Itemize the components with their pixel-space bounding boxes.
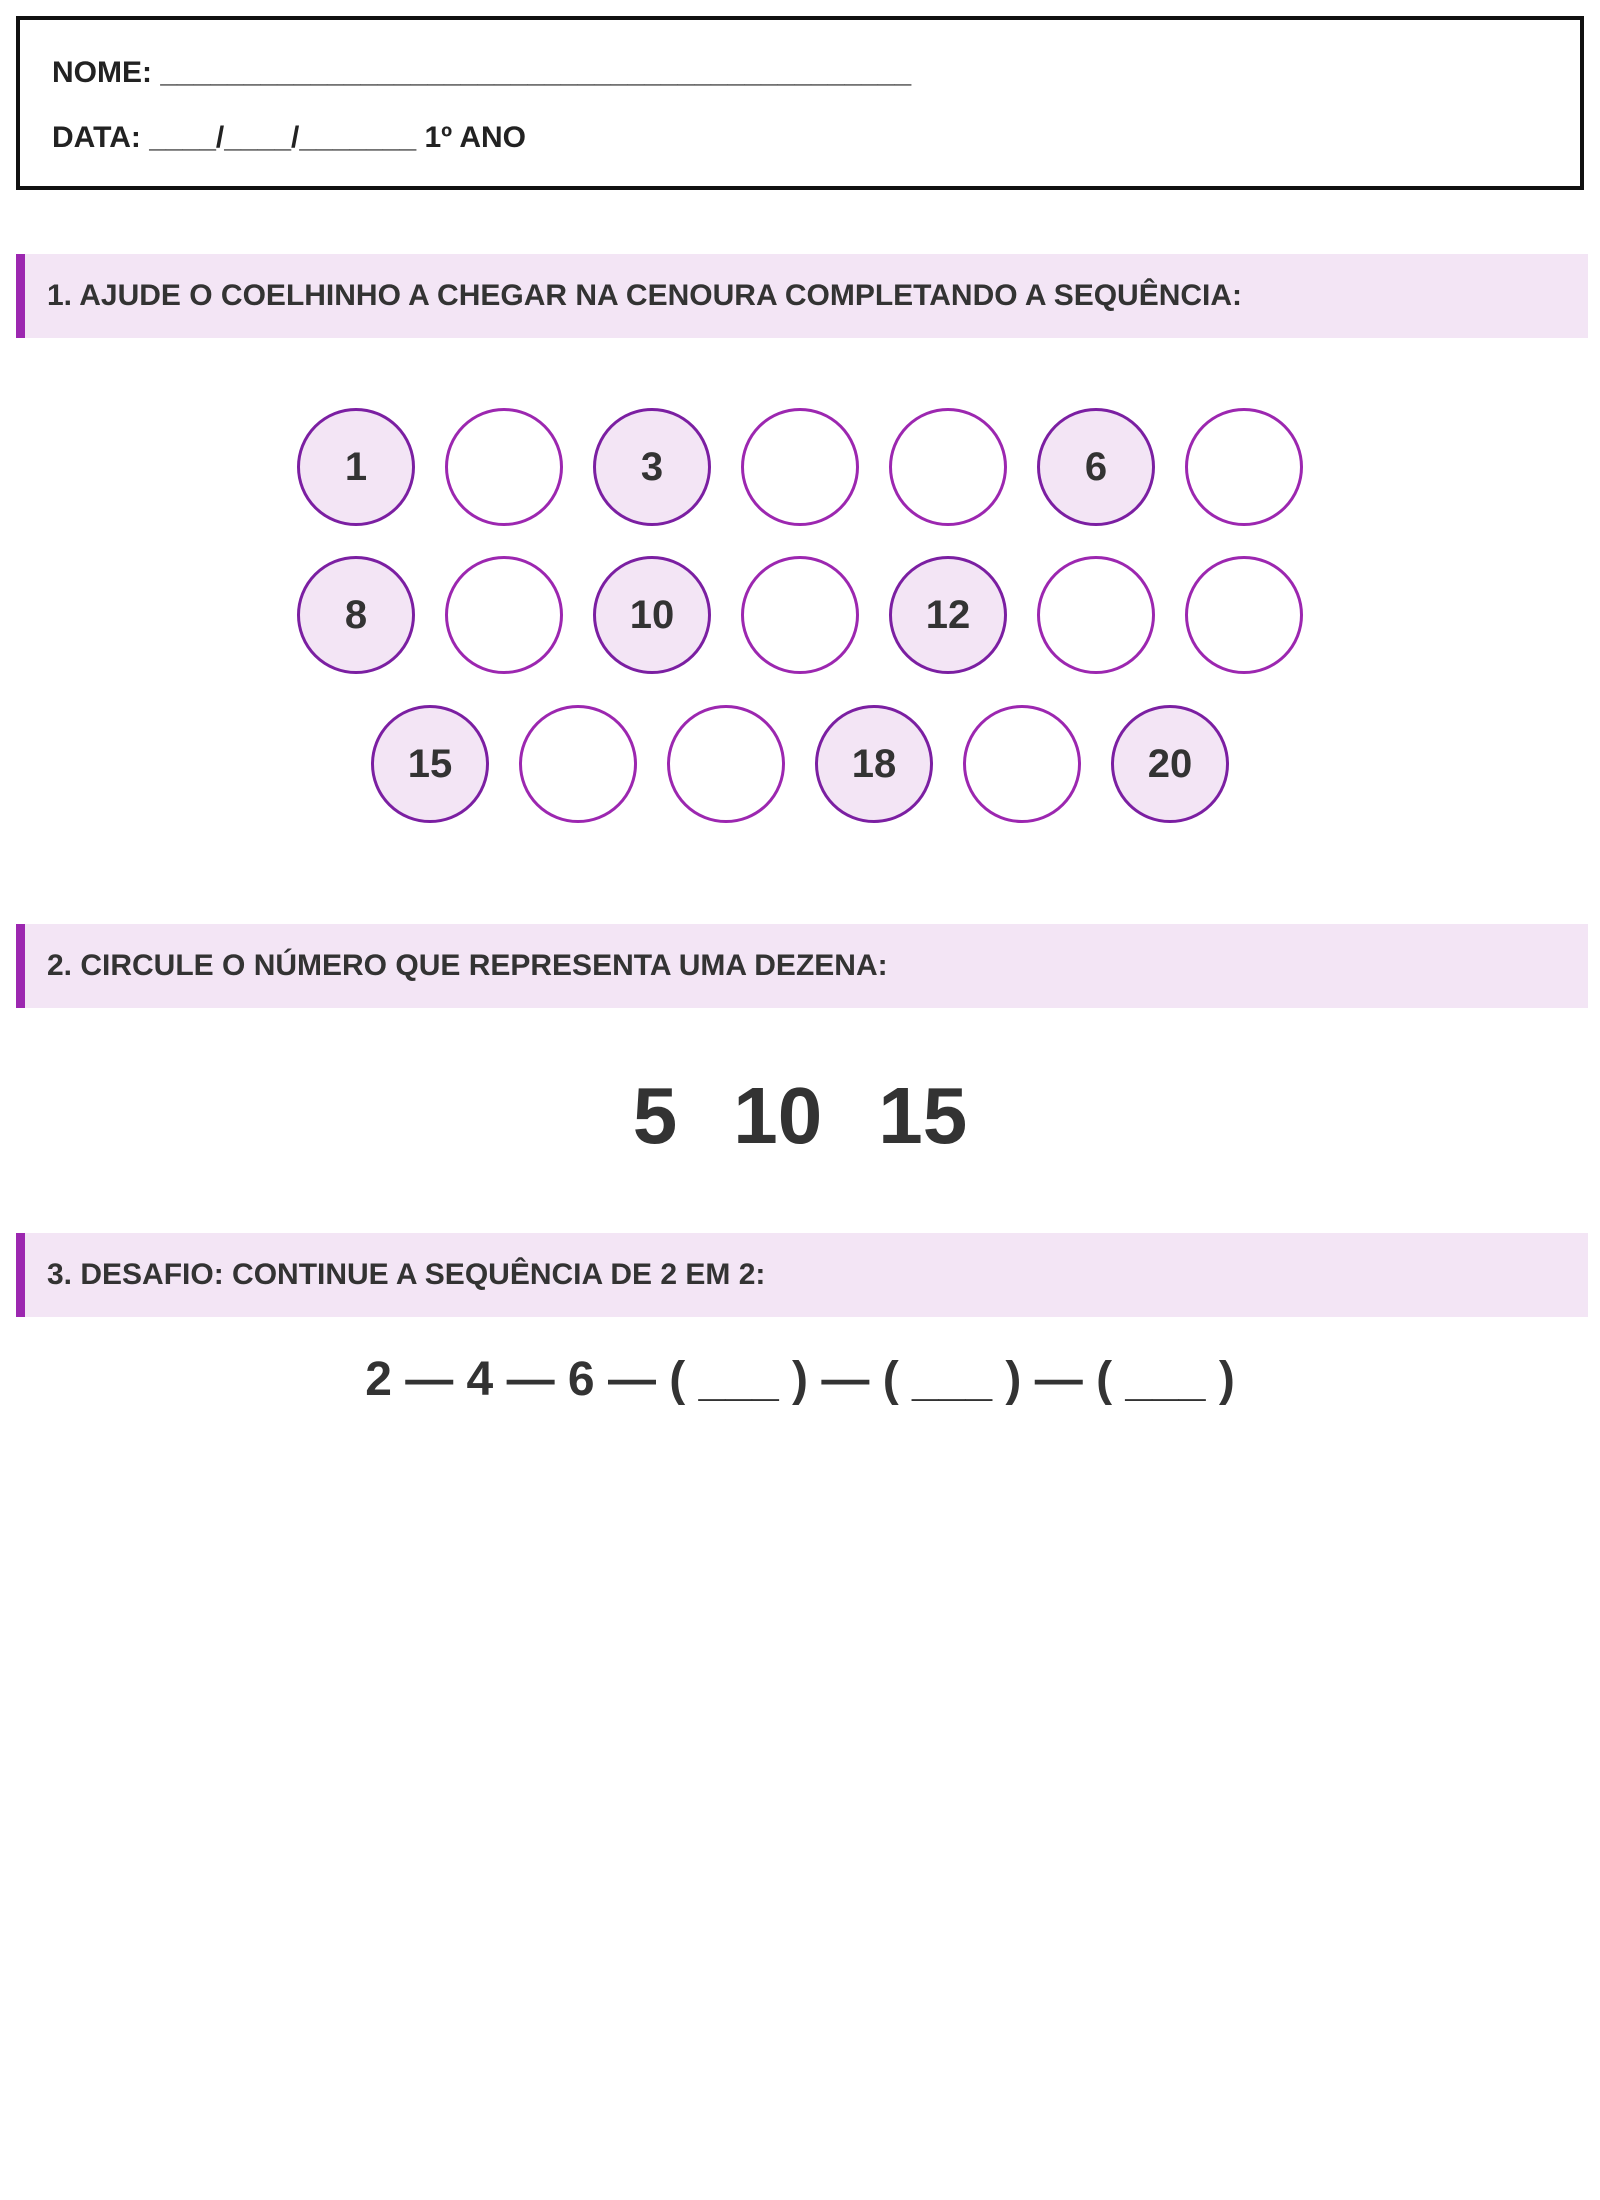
sequence-blank-circle[interactable]	[889, 408, 1007, 526]
sequence-circle: 1	[297, 408, 415, 526]
dezena-option[interactable]: 15	[878, 1071, 968, 1160]
sequence-blank-circle[interactable]	[445, 556, 563, 674]
sequence-blank-circle[interactable]	[1037, 556, 1155, 674]
section-1-header	[16, 254, 1588, 338]
name-line[interactable]: NOME: _____________________________________________	[52, 56, 912, 89]
section-2-title: 2. CIRCULE O NÚMERO QUE REPRESENTA UMA DEZENA:	[47, 949, 888, 982]
dezena-option[interactable]: 10	[733, 1071, 823, 1160]
sequence-row-3	[0, 705, 1600, 823]
sequence-circle: 6	[1037, 408, 1155, 526]
sequence-circle: 8	[297, 556, 415, 674]
section-3-header	[16, 1233, 1588, 1317]
sequence-circle: 15	[371, 705, 489, 823]
dezena-options	[0, 1070, 1600, 1162]
date-grade-line[interactable]: DATA: ____/____/_______ 1º ANO	[52, 121, 526, 154]
sequence-blank-circle[interactable]	[1185, 556, 1303, 674]
sequence-blank-circle[interactable]	[519, 705, 637, 823]
sequence-blank-circle[interactable]	[1185, 408, 1303, 526]
sequence-blank-circle[interactable]	[667, 705, 785, 823]
sequence-blank-circle[interactable]	[741, 556, 859, 674]
sequence-circle: 18	[815, 705, 933, 823]
sequence-circle: 3	[593, 408, 711, 526]
sequence-circle: 10	[593, 556, 711, 674]
sequence-circle: 12	[889, 556, 1007, 674]
dezena-option[interactable]: 5	[632, 1071, 678, 1160]
student-info-box	[16, 16, 1584, 190]
sequence-blank-circle[interactable]	[963, 705, 1081, 823]
sequence-row-1	[0, 408, 1600, 526]
section-3-title: 3. DESAFIO: CONTINUE A SEQUÊNCIA DE 2 EM 2:	[47, 1258, 766, 1291]
section-2-header	[16, 924, 1588, 1008]
sequence-blank-circle[interactable]	[445, 408, 563, 526]
sequence-row-2	[0, 556, 1600, 674]
challenge-sequence[interactable]: 2 — 4 — 6 — ( ___ ) — ( ___ ) — ( ___ )	[365, 1353, 1235, 1406]
sequence-blank-circle[interactable]	[741, 408, 859, 526]
sequence-circle: 20	[1111, 705, 1229, 823]
section-1-title: 1. AJUDE O COELHINHO A CHEGAR NA CENOURA COMPLETANDO A SEQUÊNCIA:	[47, 279, 1243, 312]
